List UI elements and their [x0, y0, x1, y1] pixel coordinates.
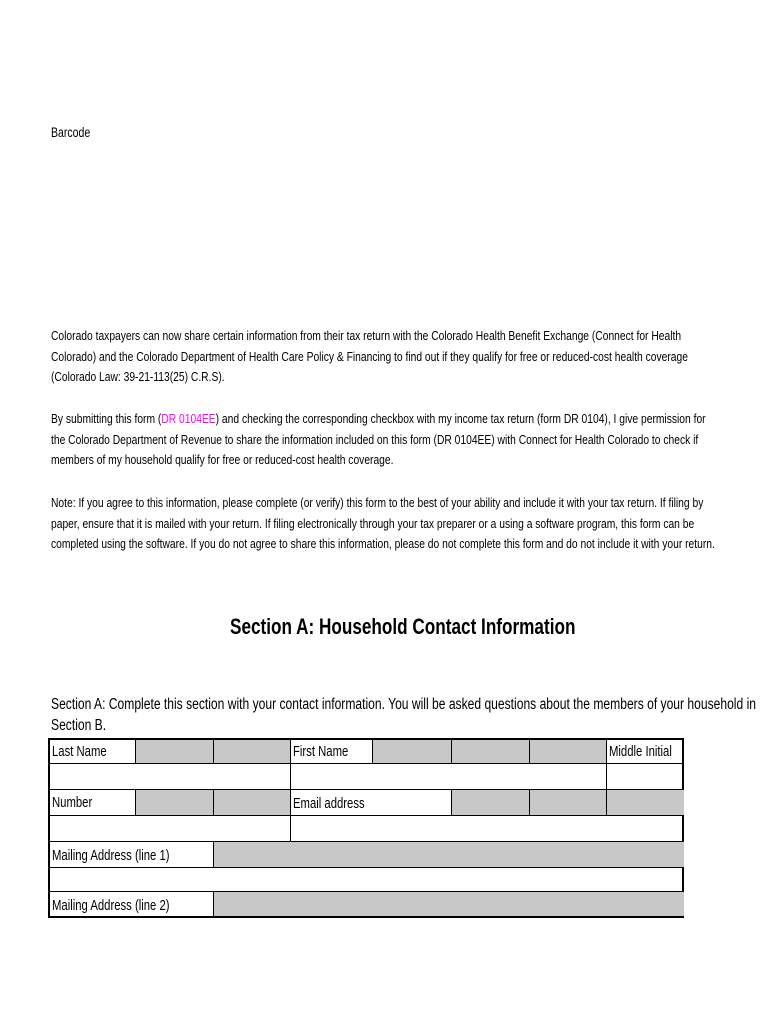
shaded-cell — [530, 740, 607, 764]
intro-paragraph-1 — [51, 326, 691, 388]
contact-form-grid — [48, 738, 684, 918]
paragraph-line: the Colorado Department of Revenue to share the information included on this form (DR 0104EE) with Connect for Health Colorado to check if — [51, 431, 699, 447]
middle-initial-input[interactable] — [607, 764, 684, 790]
shaded-cell — [373, 740, 452, 764]
shaded-cell — [136, 740, 214, 764]
email-input[interactable] — [291, 816, 684, 842]
paragraph-line: members of my household qualify for free or reduced-cost health coverage. — [51, 452, 394, 467]
paragraph-line: Colorado taxpayers can now share certain information from their tax return with the Colorado Health Benefit Exchange (Connect for Health — [51, 328, 682, 343]
mailing-address-1-input[interactable] — [50, 868, 684, 892]
section-a-instructions — [51, 694, 756, 736]
email-label: Email address — [293, 796, 365, 812]
number-label: Number — [52, 795, 93, 811]
first-name-input[interactable] — [291, 764, 607, 790]
shaded-cell — [214, 842, 684, 868]
email-label-cell — [291, 790, 452, 816]
shaded-cell — [607, 790, 684, 816]
shaded-cell — [214, 790, 291, 816]
shaded-cell — [214, 740, 291, 764]
paragraph-line: Note: If you agree to this information, please complete (or verify) this form to the best of your ability and include it with your tax return. If filing by — [51, 495, 704, 510]
last-name-label-cell — [50, 740, 136, 764]
paragraph-line: By submitting this form (DR 0104EE) and checking the corresponding checkbox with my income tax return (form DR 0104), I give permission for — [51, 411, 706, 426]
middle-initial-label-cell — [607, 740, 684, 764]
paragraph-line: paper, ensure that it is mailed with your return. If filing electronically through your tax preparer or a using a software program, this form can be — [51, 515, 695, 531]
shaded-cell — [530, 790, 607, 816]
section-a-title: Section A: Household Contact Information — [230, 614, 576, 639]
mailing-address-1-label-cell — [50, 842, 214, 868]
instructions-line: Section A: Complete this section with your contact information. You will be asked questions about the members of your household in — [51, 696, 756, 713]
shaded-cell — [452, 740, 530, 764]
first-name-label: First Name — [293, 744, 349, 760]
number-input[interactable] — [50, 816, 291, 842]
intro-paragraph-3 — [51, 493, 715, 555]
number-label-cell — [50, 790, 136, 816]
paragraph-line: completed using the software. If you do not agree to share this information, please do not complete this form and do not include it with your return. — [51, 536, 715, 551]
instructions-line: Section B. — [51, 717, 107, 734]
paragraph-line: (Colorado Law: 39-21-113(25) C.R.S). — [51, 369, 225, 384]
paragraph-line: Colorado) and the Colorado Department of Health Care Policy & Financing to find out if they qualify for free or reduced-cost health coverage — [51, 348, 688, 364]
last-name-label: Last Name — [52, 744, 107, 760]
shaded-cell — [136, 790, 214, 816]
intro-paragraph-2 — [51, 409, 706, 471]
shaded-cell — [452, 790, 530, 816]
shaded-cell — [214, 892, 684, 916]
last-name-input[interactable] — [50, 764, 291, 790]
mailing-address-2-label-cell — [50, 892, 214, 916]
middle-initial-label: Middle Initial — [609, 744, 672, 760]
mailing-address-1-label: Mailing Address (line 1) — [52, 848, 170, 864]
first-name-label-cell — [291, 740, 373, 764]
barcode-label: Barcode — [51, 125, 91, 140]
form-link[interactable]: DR 0104EE — [161, 411, 216, 426]
mailing-address-2-label: Mailing Address (line 2) — [52, 898, 170, 914]
